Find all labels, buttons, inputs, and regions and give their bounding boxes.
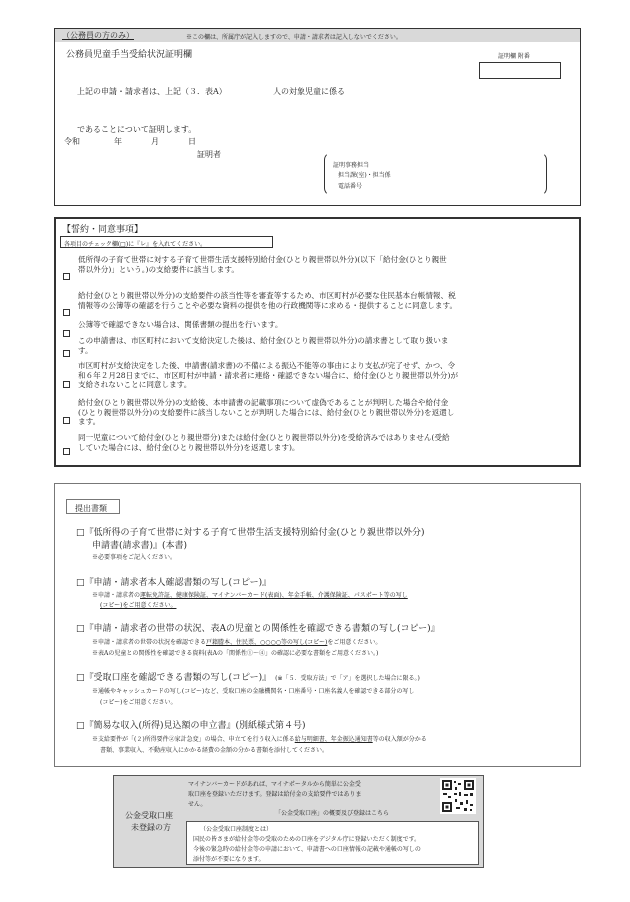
cert-number-field[interactable] (479, 62, 561, 79)
doc1-line1: □『低所得の子育て世帯に対する子育て世帯生活支援特別給付金(ひとり親世帯以外分) (76, 528, 425, 538)
contact-line3: 電話番号 (338, 183, 363, 190)
official-header-note: ※この欄は、所属庁が記入しますので、申請・請求者は記入しないでください。 (186, 34, 402, 41)
official-title: 公務員児童手当受給状況証明欄 (66, 50, 193, 60)
consent-item-1: 低所得の子育て世帯に対する子育て世帯生活支援特別給付金(ひとり親世帯以外分)(以下「給付金(ひとり親世 帯以外分)」という。)の支給要件に該当します。 (78, 255, 447, 274)
consent-instruction-text: 各項目のチェック欄(□)に『レ』を入れてください。 (64, 241, 207, 248)
bank-box1: （公金受取口座制度とは） (200, 826, 273, 833)
docs-title: 提出書類 (75, 504, 107, 513)
doc3-note1: ※申請・請求者の世帯の状況を確認できる戸籍謄本、住民票、○○○○等の写し(コピー)をご用意ください。 (92, 639, 382, 646)
doc3-title: □『申請・請求者の世帯の状況、表Aの児童との関係性を確認できる書類の写し(コピー)』 (76, 624, 440, 634)
doc2-note1: ※申請・請求者の運転免許証、健康保険証、マイナンバーカード(表面)、年金手帳、介護保険証、パスポート等の写し (92, 592, 408, 599)
doc4-note2: (コピー)をご用意ください。 (100, 699, 177, 706)
consent-checkbox-1[interactable] (63, 265, 70, 284)
bank-box4: 添付等が不要になります。 (193, 856, 265, 863)
doc5-title: □『簡易な収入(所得)見込額の申立書』(別紙様式第４号) (76, 721, 306, 731)
consent-item-2: 給付金(ひとり親世帯以外分)の支給要件の該当性等を審査等するため、市区町村が必要な住民基本台帳情報、税 情報等の公簿等の確認を行うことや必要な資料の提供を他の行政機関等に求める・提供することに同意します。 (78, 291, 458, 310)
consent-checkbox-7[interactable] (63, 440, 70, 459)
doc5-note1: ※支給要件が「(２)所得要件②家計急変」の場合、申立てを行う収入に係る給与明細書、年金振込通知書等の収入額が分かる (92, 736, 427, 743)
bank-side-label1: 公金受取口座 (125, 811, 173, 820)
official-line1-b: 人の対象児童に係る (273, 87, 345, 96)
consent-item-7: 同一児童について給付金(ひとり親世帯分)または給付金(ひとり親世帯以外分)を受給済みではありません(受給 していた場合には、給付金(ひとり親世帯以外分)を返還します)。 (78, 433, 450, 452)
consent-item-4: この申請書は、市区町村において支給決定した後は、給付金(ひとり親世帯以外分)の請求書として取り扱いま す。 (78, 336, 449, 355)
doc3-note2: ※表Aの児童との関係性を確認できる資料(表Aの「関係性①～④」の確認に必要な書類をご用意ください。) (92, 650, 379, 657)
consent-checkbox-3[interactable] (63, 322, 70, 341)
bank-text2: 取口座を登録いただけます。登録は給付金の支給要件ではありま (188, 791, 362, 798)
consent-title: 【誓約・同意事項】 (62, 225, 144, 235)
consent-checkbox-5[interactable] (63, 373, 70, 392)
official-line1-a: 上記の申請・請求者は、上記（３．表A） (77, 87, 227, 96)
doc1-note: ※必要事項をご記入ください。 (92, 554, 177, 561)
bank-text1: マイナンバーカードがあれば、マイナポータルから簡単に公金受 (188, 781, 361, 788)
doc1-line2: 申請書(請求書)』(本書) (92, 541, 188, 551)
cert-number-label: 証明欄 附番 (498, 53, 530, 60)
bank-side-label2: 未登録の方 (131, 823, 171, 832)
bank-text3: せん。 (188, 801, 207, 808)
contact-line1: 証明事務担当 (333, 162, 370, 169)
bank-box3: 今後の緊急時の給付金等の申請において、申請書への口座情報の記載や通帳の写しの (193, 846, 421, 853)
date-month: 月 (151, 137, 159, 146)
doc2-note2: (コピー)をご用意ください。 (100, 602, 177, 609)
qr-code-icon[interactable] (440, 778, 476, 814)
docs-title-box (66, 499, 120, 514)
doc2-title: □『申請・請求者本人確認書類の写し(コピー)』 (76, 578, 272, 588)
doc5-note2: 書類、事業収入、不動産収入にかかる経費の金額の分かる書類を添付してください。 (100, 747, 329, 754)
contact-line2: 担当課(室)・担当係 (338, 172, 391, 179)
doc4-note1: ※通帳やキャッシュカードの写し(コピー)など、受取口座の金融機関名・口座番号・口座名義人を確認できる部分の写し (92, 688, 415, 695)
official-header-label: （公務員の方のみ） (62, 31, 134, 40)
date-reiwa: 令和 (64, 137, 80, 146)
certifier-label: 証明者 (197, 150, 221, 159)
doc4-title: □『受取口座を確認できる書類の写し(コピー)』 (※「５．受取方法」で「ア」を選択した場合に限る。) (76, 673, 420, 683)
official-line2: であることについて証明します。 (77, 125, 197, 134)
consent-checkbox-6[interactable] (63, 409, 70, 428)
consent-instruction (60, 236, 273, 248)
date-year: 年 (114, 137, 122, 146)
consent-item-6: 給付金(ひとり親世帯以外分)の支給後、本申請書の記載事項について虚偽であることが判明した場合や給付金 (ひとり親世帯以外分)の支給要件に該当しないことが判明した場合には、給付金(ひとり親世帯以外分)を返還し ます。 (78, 398, 455, 426)
consent-item-3: 公簿等で確認できない場合は、関係書類の提出を行います。 (78, 320, 283, 329)
consent-item-5: 市区町村が支給決定をした後、申請書(請求書)の不備による振込不能等の事由により支払が完了せず、かつ、令 和６年２月28日までに、市区町村が申請・請求者に連絡・確認できない場合に、給付金(ひとり親世帯以外分)が 支給されないことに同意します。 (78, 361, 459, 389)
bank-link[interactable]: 「公金受取口座」の概要及び登録はこちら (275, 810, 390, 817)
consent-checkbox-4[interactable] (63, 342, 70, 361)
bank-box2: 国民の皆さまが給付金等の受取のための口座をデジタル庁に登録いただく制度です。 (193, 836, 421, 843)
consent-checkbox-2[interactable] (63, 301, 70, 320)
date-day: 日 (188, 137, 196, 146)
